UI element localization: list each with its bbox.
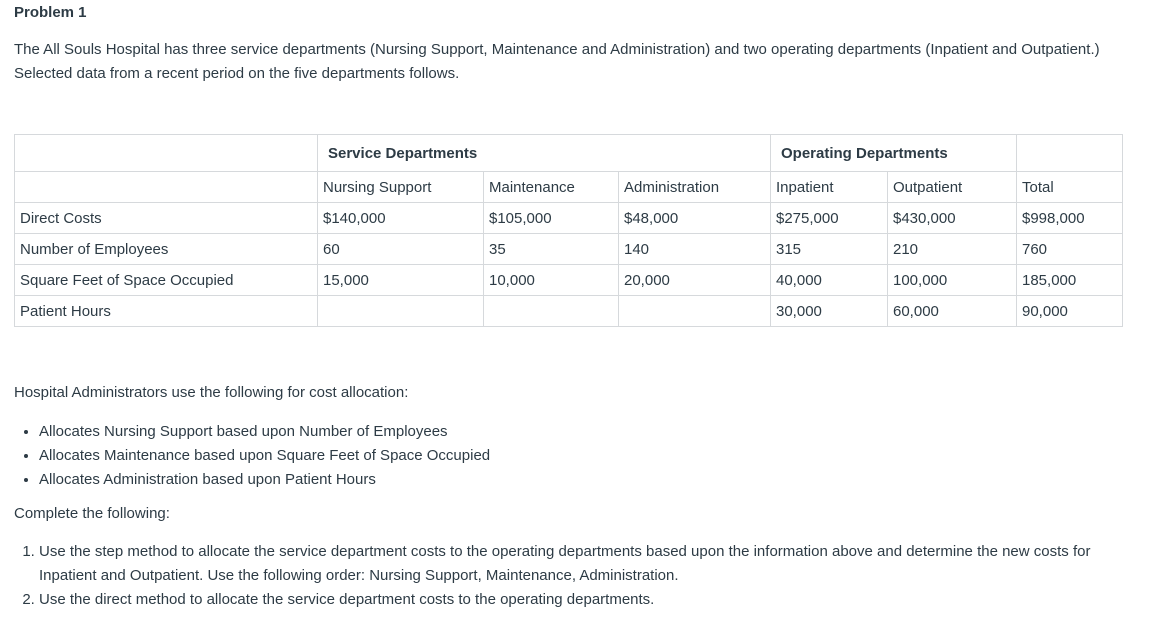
table-cell: 90,000 xyxy=(1017,296,1123,327)
row-label: Direct Costs xyxy=(15,203,318,234)
department-data-table xyxy=(14,134,1123,327)
total-group-cell xyxy=(1017,135,1123,172)
table-cell: 40,000 xyxy=(771,265,888,296)
table-cell: 140 xyxy=(619,234,771,265)
column-header: Maintenance xyxy=(484,172,619,203)
service-departments-header: Service Departments xyxy=(318,135,484,172)
table-row xyxy=(15,203,1123,234)
table-cell: 185,000 xyxy=(1017,265,1123,296)
table-cell: 35 xyxy=(484,234,619,265)
service-group-spacer xyxy=(484,135,619,172)
list-item: • Allocates Nursing Support based upon Number of Employees xyxy=(39,420,490,444)
table-cell: $48,000 xyxy=(619,203,771,234)
table-cell: 210 xyxy=(888,234,1017,265)
table-cell: $105,000 xyxy=(484,203,619,234)
table-cell: $430,000 xyxy=(888,203,1017,234)
list-item: • Allocates Maintenance based upon Square Feet of Space Occupied xyxy=(39,444,490,468)
column-header-row xyxy=(15,172,1123,203)
list-item: 2. Use the direct method to allocate the service department costs to the operating departments. xyxy=(39,588,1139,612)
intro-paragraph: The All Souls Hospital has three service departments (Nursing Support, Maintenance and Administration) and two operating departments (Inpatient and Outpatient.) Selected data from a recent period on the five departments follows. xyxy=(14,41,1100,82)
task-list xyxy=(14,540,1139,612)
allocation-list xyxy=(14,420,490,492)
table-cell: $998,000 xyxy=(1017,203,1123,234)
table-row xyxy=(15,234,1123,265)
complete-lead: Complete the following: xyxy=(14,505,170,522)
table-cell: 760 xyxy=(1017,234,1123,265)
group-header-row xyxy=(15,135,1123,172)
table-cell xyxy=(484,296,619,327)
table-cell: 60,000 xyxy=(888,296,1017,327)
table-row xyxy=(15,265,1123,296)
column-header: Administration xyxy=(619,172,771,203)
table-cell: 20,000 xyxy=(619,265,771,296)
column-header: Outpatient xyxy=(888,172,1017,203)
table-cell: 15,000 xyxy=(318,265,484,296)
table-cell xyxy=(619,296,771,327)
column-header: Inpatient xyxy=(771,172,888,203)
table-cell: $275,000 xyxy=(771,203,888,234)
list-item: 1. Use the step method to allocate the service department costs to the operating departments based upon the information above and determine the new costs for Inpatient and Outpatient. Use the following order: Nursing Support, Maintenance, Administration. xyxy=(39,540,1139,588)
row-label: Patient Hours xyxy=(15,296,318,327)
operating-departments-header: Operating Departments xyxy=(771,135,888,172)
problem-title: Problem 1 xyxy=(14,4,87,21)
table-row xyxy=(15,296,1123,327)
table-cell: $140,000 xyxy=(318,203,484,234)
list-item: • Allocates Administration based upon Patient Hours xyxy=(39,468,490,492)
column-header: Total xyxy=(1017,172,1123,203)
table-cell: 60 xyxy=(318,234,484,265)
row-label: Number of Employees xyxy=(15,234,318,265)
allocation-lead: Hospital Administrators use the following for cost allocation: xyxy=(14,384,409,401)
table-cell xyxy=(318,296,484,327)
column-header: Nursing Support xyxy=(318,172,484,203)
table-corner-cell xyxy=(15,135,318,172)
row-label-header-cell xyxy=(15,172,318,203)
service-group-spacer xyxy=(619,135,771,172)
table-cell: 30,000 xyxy=(771,296,888,327)
table-cell: 100,000 xyxy=(888,265,1017,296)
row-label: Square Feet of Space Occupied xyxy=(15,265,318,296)
table-cell: 10,000 xyxy=(484,265,619,296)
table-cell: 315 xyxy=(771,234,888,265)
